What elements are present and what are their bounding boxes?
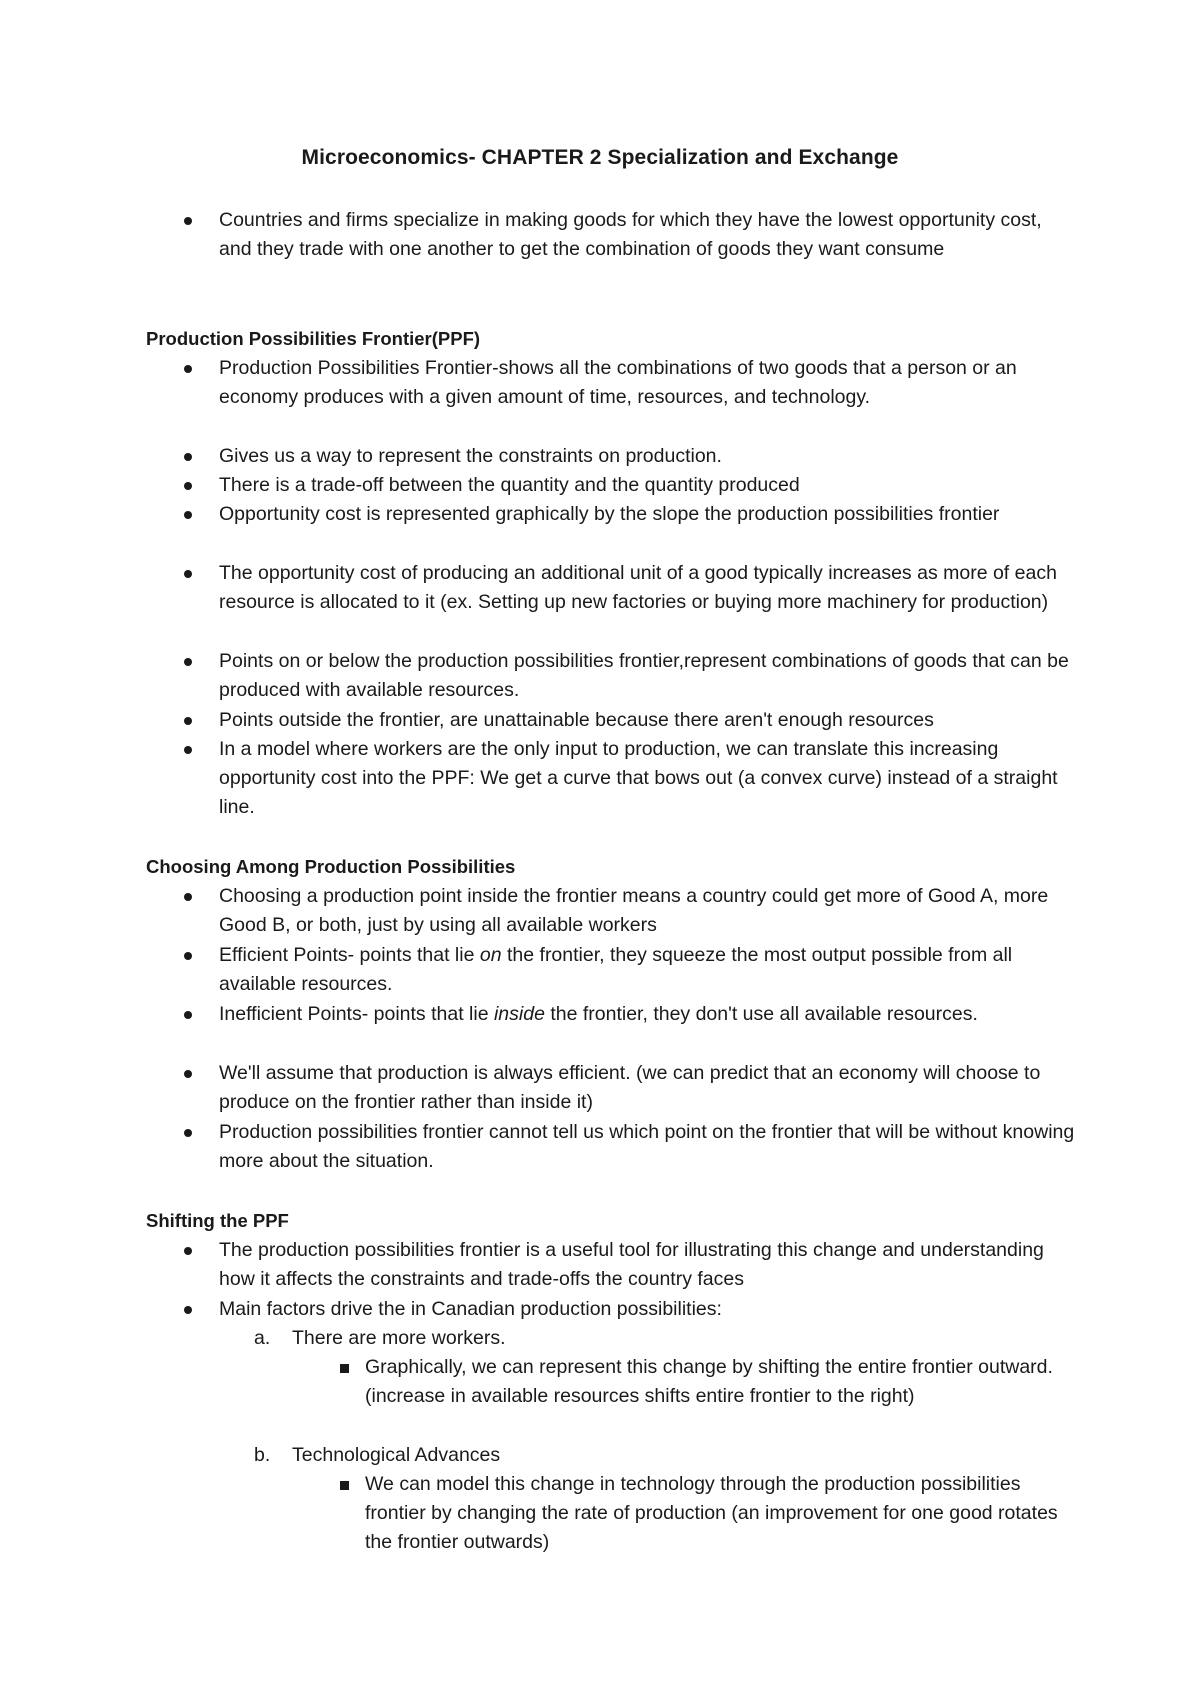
choosing-bullet: Production possibilities frontier cannot tell us which point on the frontier that will be without knowing more about the situation. [219,1118,1079,1176]
shifting-bullet: Main factors drive the in Canadian production possibilities: [219,1295,1079,1324]
ppf-bullet: Points on or below the production possibilities frontier,represent combinations of goods that can be produced with available resources. [219,647,1079,705]
ppf-bullet: The opportunity cost of producing an additional unit of a good typically increases as more of each resource is allocated to it (ex. Setting up new factories or buying more machinery for production) [219,559,1079,617]
intro-bullet: Countries and firms specialize in making goods for which they have the lowest opportunity cost, and they trade with one another to get the combination of goods they want consume [219,206,1079,264]
choosing-bullet: We'll assume that production is always efficient. (we can predict that an economy will choose to produce on the frontier rather than inside it) [219,1059,1079,1117]
ppf-bullet: Points outside the frontier, are unattainable because there aren't enough resources [219,706,1079,735]
sub-item-marker: b. [254,1444,271,1466]
choosing-bullet-text: the frontier, they don't use all available resources. [544,1003,978,1025]
ppf-bullet: There is a trade-off between the quantity and the quantity produced [219,471,1079,500]
sub-item-b [254,1441,1072,1470]
sub-item-marker: a. [254,1327,271,1349]
choosing-bullet-text: Efficient Points- points that lie [219,944,480,966]
choosing-bullet [219,941,1079,999]
sub-item-text: There are more workers. [292,1327,506,1349]
choosing-bullet [219,1000,1079,1029]
ppf-bullet: Opportunity cost is represented graphically by the slope the production possibilities frontier [219,500,1079,529]
choosing-bullet-text: the frontier, they squeeze the most output possible from all available resources. [219,944,1013,996]
ppf-bullet: Gives us a way to represent the constraints on production. [219,442,1079,471]
emphasis-text: inside [493,1003,545,1025]
page-title: Microeconomics- CHAPTER 2 Specialization and Exchange [301,146,899,169]
choosing-bullet: Choosing a production point inside the frontier means a country could get more of Good A, more Good B, or both, just by using all available workers [219,882,1079,940]
emphasis-text: on [479,944,502,966]
section-heading-choosing: Choosing Among Production Possibilities [146,856,516,877]
ppf-bullet: Production Possibilities Frontier-shows all the combinations of two goods that a person or an economy produces with a given amount of time, resources, and technology. [219,354,1079,412]
section-heading-ppf: Production Possibilities Frontier(PPF) [146,328,481,349]
ppf-bullet: In a model where workers are the only input to production, we can translate this increasing opportunity cost into the PPF: We get a curve that bows out (a convex curve) instead of a straight line. [219,735,1079,823]
section-heading-shifting: Shifting the PPF [146,1210,289,1231]
choosing-bullet-text: Inefficient Points- points that lie [219,1003,494,1025]
sub-item-text: Technological Advances [292,1444,501,1466]
sub-item-a-detail: Graphically, we can represent this change by shifting the entire frontier outward. (increase in available resources shifts entire frontier to the right) [365,1353,1065,1411]
shifting-bullet: The production possibilities frontier is a useful tool for illustrating this change and understanding how it affects the constraints and trade-offs the country faces [219,1236,1079,1294]
sub-item-a [254,1324,1072,1353]
sub-item-b-detail: We can model this change in technology through the production possibilities frontier by changing the rate of production (an improvement for one good rotates the frontier outwards) [365,1470,1065,1558]
